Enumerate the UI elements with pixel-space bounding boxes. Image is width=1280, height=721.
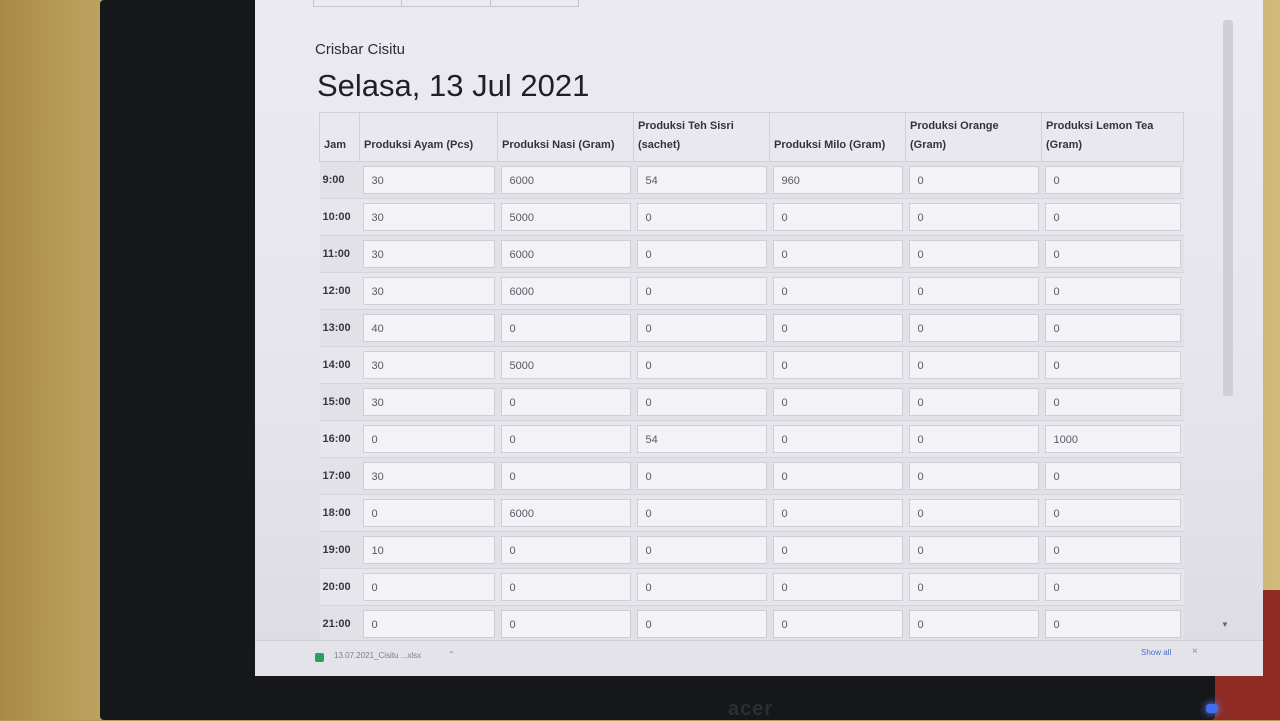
table-cell — [1042, 384, 1184, 421]
quantity-input[interactable]: 5000 — [501, 351, 631, 379]
quantity-input[interactable]: 0 — [909, 240, 1039, 268]
table-cell — [770, 236, 906, 273]
quantity-input[interactable]: 0 — [1045, 203, 1181, 231]
table-cell — [498, 199, 634, 236]
column-header: Produksi Lemon Tea (Gram) — [1042, 113, 1184, 162]
table-cell — [498, 162, 634, 199]
quantity-input[interactable]: 10 — [363, 536, 495, 564]
table-cell — [770, 310, 906, 347]
quantity-input[interactable]: 0 — [363, 425, 495, 453]
table-cell — [770, 569, 906, 606]
table-cell — [498, 569, 634, 606]
table-cell — [498, 495, 634, 532]
quantity-input[interactable]: 0 — [1045, 314, 1181, 342]
quantity-input[interactable]: 0 — [637, 462, 767, 490]
quantity-input[interactable]: 0 — [909, 277, 1039, 305]
quantity-input[interactable]: 0 — [501, 314, 631, 342]
quantity-input[interactable]: 0 — [637, 499, 767, 527]
table-cell — [1042, 495, 1184, 532]
table-cell — [906, 569, 1042, 606]
table-cell — [360, 495, 498, 532]
quantity-input[interactable]: 5000 — [501, 203, 631, 231]
quantity-input[interactable]: 0 — [1045, 499, 1181, 527]
table-cell — [634, 532, 770, 569]
quantity-input[interactable]: 30 — [363, 351, 495, 379]
excel-file-icon — [315, 653, 324, 662]
hour-label: 10:00 — [320, 199, 360, 236]
quantity-input[interactable]: 30 — [363, 166, 495, 194]
table-cell — [1042, 458, 1184, 495]
table-cell — [360, 162, 498, 199]
quantity-input[interactable]: 0 — [637, 610, 767, 638]
quantity-input[interactable]: 0 — [1045, 277, 1181, 305]
table-cell — [770, 495, 906, 532]
quantity-input[interactable]: 54 — [637, 425, 767, 453]
column-header: Produksi Orange (Gram) — [906, 113, 1042, 162]
table-row — [320, 384, 1184, 421]
chevron-up-icon[interactable]: ⌃ — [448, 650, 455, 659]
quantity-input[interactable]: 0 — [909, 462, 1039, 490]
hour-label: 13:00 — [320, 310, 360, 347]
table-row — [320, 236, 1184, 273]
quantity-input[interactable]: 0 — [773, 351, 903, 379]
quantity-input[interactable]: 0 — [773, 499, 903, 527]
quantity-input[interactable]: 0 — [773, 462, 903, 490]
scroll-down-icon[interactable]: ▼ — [1221, 620, 1229, 629]
quantity-input[interactable]: 0 — [773, 203, 903, 231]
table-row — [320, 569, 1184, 606]
hour-label: 17:00 — [320, 458, 360, 495]
table-cell — [634, 199, 770, 236]
quantity-input[interactable]: 0 — [909, 314, 1039, 342]
quantity-input[interactable]: 30 — [363, 462, 495, 490]
quantity-input[interactable]: 6000 — [501, 240, 631, 268]
table-cell — [634, 162, 770, 199]
top-nav — [313, 0, 579, 7]
power-led-icon — [1206, 704, 1218, 713]
scrollbar[interactable] — [1223, 20, 1233, 396]
table-cell — [906, 310, 1042, 347]
quantity-input[interactable]: 0 — [1045, 610, 1181, 638]
quantity-input[interactable]: 0 — [909, 166, 1039, 194]
quantity-input[interactable]: 0 — [773, 277, 903, 305]
table-cell — [1042, 532, 1184, 569]
hour-label: 14:00 — [320, 347, 360, 384]
table-cell — [634, 458, 770, 495]
table-cell — [1042, 347, 1184, 384]
top-nav-tab[interactable] — [314, 0, 402, 6]
top-nav-tab[interactable] — [402, 0, 490, 6]
table-cell — [770, 421, 906, 458]
quantity-input[interactable]: 0 — [501, 610, 631, 638]
table-cell — [634, 569, 770, 606]
table-row — [320, 162, 1184, 199]
quantity-input[interactable]: 30 — [363, 240, 495, 268]
quantity-input[interactable]: 0 — [637, 277, 767, 305]
quantity-input[interactable]: 54 — [637, 166, 767, 194]
quantity-input[interactable]: 0 — [909, 499, 1039, 527]
table-cell — [906, 532, 1042, 569]
quantity-input[interactable]: 0 — [501, 462, 631, 490]
table-cell — [1042, 236, 1184, 273]
table-cell — [906, 347, 1042, 384]
table-cell — [498, 347, 634, 384]
quantity-input[interactable]: 0 — [1045, 536, 1181, 564]
table-cell — [906, 384, 1042, 421]
page-title: Selasa, 13 Jul 2021 — [317, 68, 590, 103]
table-cell — [770, 532, 906, 569]
table-cell — [634, 495, 770, 532]
monitor-bezel — [100, 0, 1229, 720]
table-header-row — [320, 113, 1184, 162]
table-cell — [634, 606, 770, 643]
table-cell — [906, 199, 1042, 236]
quantity-input[interactable]: 0 — [501, 388, 631, 416]
table-cell — [360, 199, 498, 236]
table-row — [320, 199, 1184, 236]
table-cell — [770, 384, 906, 421]
quantity-input[interactable]: 0 — [909, 610, 1039, 638]
table-cell — [1042, 606, 1184, 643]
table-cell — [360, 569, 498, 606]
top-nav-tab[interactable] — [491, 0, 578, 6]
quantity-input[interactable]: 0 — [909, 573, 1039, 601]
quantity-input[interactable]: 0 — [1045, 462, 1181, 490]
table-cell — [1042, 162, 1184, 199]
hour-label: 12:00 — [320, 273, 360, 310]
table-body — [320, 162, 1184, 643]
quantity-input[interactable]: 0 — [637, 240, 767, 268]
table-cell — [906, 162, 1042, 199]
quantity-input[interactable]: 0 — [773, 388, 903, 416]
table-cell — [360, 273, 498, 310]
hour-label: 19:00 — [320, 532, 360, 569]
quantity-input[interactable]: 0 — [1045, 573, 1181, 601]
quantity-input[interactable]: 0 — [501, 573, 631, 601]
wall-left — [0, 0, 110, 720]
table-row — [320, 458, 1184, 495]
table-cell — [360, 458, 498, 495]
table-cell — [770, 458, 906, 495]
table-cell — [634, 421, 770, 458]
screen — [255, 0, 1263, 676]
table-cell — [770, 273, 906, 310]
table-cell — [1042, 569, 1184, 606]
table-row — [320, 347, 1184, 384]
table-cell — [906, 421, 1042, 458]
table-cell — [498, 532, 634, 569]
hour-label: 18:00 — [320, 495, 360, 532]
table-cell — [360, 236, 498, 273]
hour-label: 15:00 — [320, 384, 360, 421]
quantity-input[interactable]: 0 — [637, 351, 767, 379]
quantity-input[interactable]: 0 — [909, 388, 1039, 416]
table-cell — [906, 495, 1042, 532]
quantity-input[interactable]: 0 — [637, 536, 767, 564]
table-cell — [1042, 273, 1184, 310]
quantity-input[interactable]: 0 — [909, 203, 1039, 231]
table-row — [320, 606, 1184, 643]
table-cell — [360, 310, 498, 347]
table-cell — [360, 421, 498, 458]
table-cell — [360, 532, 498, 569]
quantity-input[interactable]: 0 — [637, 388, 767, 416]
quantity-input[interactable]: 0 — [909, 351, 1039, 379]
quantity-input[interactable]: 0 — [773, 425, 903, 453]
table-cell — [360, 347, 498, 384]
quantity-input[interactable]: 0 — [637, 573, 767, 601]
quantity-input[interactable]: 30 — [363, 203, 495, 231]
table-cell — [906, 273, 1042, 310]
hour-label: 16:00 — [320, 421, 360, 458]
table-cell — [634, 384, 770, 421]
table-cell — [634, 347, 770, 384]
table-cell — [498, 458, 634, 495]
quantity-input[interactable]: 0 — [909, 425, 1039, 453]
table-cell — [1042, 199, 1184, 236]
table-cell — [360, 606, 498, 643]
table-cell — [360, 384, 498, 421]
quantity-input[interactable]: 0 — [773, 240, 903, 268]
table-cell — [498, 384, 634, 421]
quantity-input[interactable]: 30 — [363, 388, 495, 416]
table-row — [320, 310, 1184, 347]
quantity-input[interactable]: 0 — [363, 573, 495, 601]
table-cell — [498, 236, 634, 273]
monitor-brand: acer — [728, 698, 774, 720]
quantity-input[interactable]: 0 — [909, 536, 1039, 564]
table-cell — [634, 310, 770, 347]
table-cell — [1042, 421, 1184, 458]
close-icon[interactable]: × — [1192, 646, 1198, 657]
quantity-input[interactable]: 0 — [773, 573, 903, 601]
quantity-input[interactable]: 0 — [1045, 388, 1181, 416]
column-header-jam: Jam — [320, 113, 360, 162]
hour-label: 9:00 — [320, 162, 360, 199]
table-cell — [498, 606, 634, 643]
quantity-input[interactable]: 0 — [501, 536, 631, 564]
quantity-input[interactable]: 0 — [501, 425, 631, 453]
table-row — [320, 532, 1184, 569]
quantity-input[interactable]: 0 — [773, 536, 903, 564]
hour-label: 21:00 — [320, 606, 360, 643]
table-cell — [906, 236, 1042, 273]
table-cell — [634, 236, 770, 273]
app-name: Crisbar Cisitu — [315, 41, 406, 58]
table-cell — [770, 199, 906, 236]
quantity-input[interactable]: 0 — [1045, 351, 1181, 379]
column-header: Produksi Milo (Gram) — [770, 113, 906, 162]
quantity-input[interactable]: 0 — [773, 314, 903, 342]
show-all-link[interactable]: Show all — [1141, 648, 1172, 657]
hour-label: 20:00 — [320, 569, 360, 606]
table-cell — [770, 162, 906, 199]
quantity-input[interactable]: 0 — [637, 203, 767, 231]
quantity-input[interactable]: 0 — [1045, 240, 1181, 268]
quantity-input[interactable]: 6000 — [501, 277, 631, 305]
column-header: Produksi Ayam (Pcs) — [360, 113, 498, 162]
table-cell — [906, 606, 1042, 643]
table-row — [320, 273, 1184, 310]
quantity-input[interactable]: 6000 — [501, 166, 631, 194]
table-cell — [498, 421, 634, 458]
quantity-input[interactable]: 0 — [363, 499, 495, 527]
quantity-input[interactable]: 0 — [637, 314, 767, 342]
table-row — [320, 495, 1184, 532]
quantity-input[interactable]: 0 — [363, 610, 495, 638]
quantity-input[interactable]: 6000 — [501, 499, 631, 527]
table-cell — [906, 458, 1042, 495]
quantity-input[interactable]: 960 — [773, 166, 903, 194]
table-row — [320, 421, 1184, 458]
column-header: Produksi Nasi (Gram) — [498, 113, 634, 162]
table-cell — [1042, 310, 1184, 347]
table-cell — [634, 273, 770, 310]
column-header: Produksi Teh Sisri (sachet) — [634, 113, 770, 162]
download-file-name[interactable]: 13.07.2021_Cisitu ...xlsx — [334, 651, 422, 660]
table-cell — [498, 273, 634, 310]
quantity-input[interactable]: 30 — [363, 277, 495, 305]
table-cell — [770, 606, 906, 643]
table-cell — [770, 347, 906, 384]
quantity-input[interactable]: 1000 — [1045, 425, 1181, 453]
hour-label: 11:00 — [320, 236, 360, 273]
production-table — [319, 112, 1184, 642]
quantity-input[interactable]: 0 — [1045, 166, 1181, 194]
quantity-input[interactable]: 40 — [363, 314, 495, 342]
quantity-input[interactable]: 0 — [773, 610, 903, 638]
table-cell — [498, 310, 634, 347]
